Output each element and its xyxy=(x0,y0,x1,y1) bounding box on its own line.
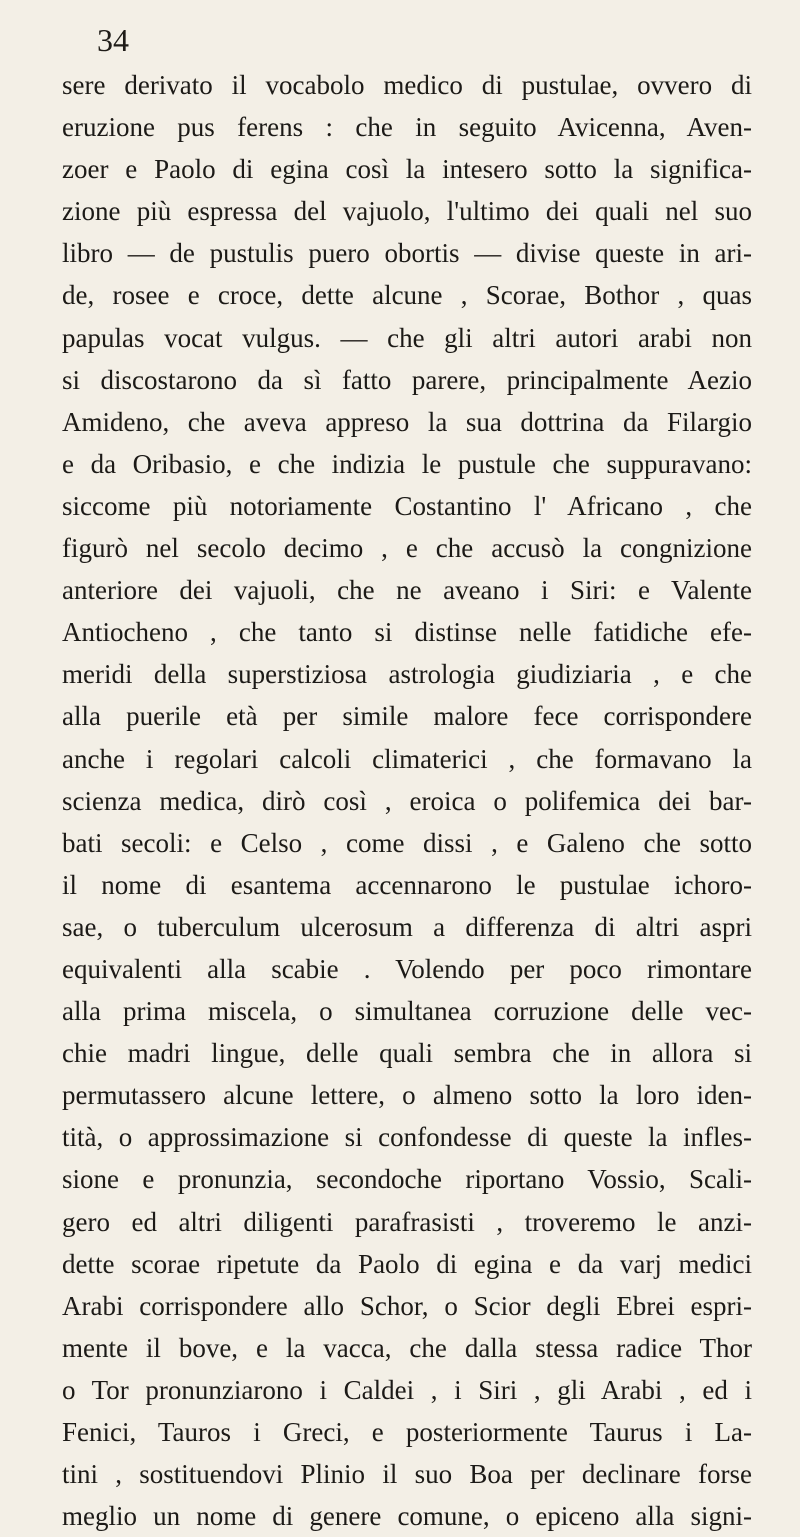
body-text xyxy=(62,64,752,1537)
text-line: bati secoli: e Celso , come dissi , e Galeno che sotto xyxy=(62,827,752,858)
text-line: figurò nel secolo decimo , e che accusò la congnizione xyxy=(62,533,752,564)
text-line: il nome di esantema accennarono le pustulae ichoro- xyxy=(62,869,752,900)
text-line: meglio un nome di genere comune, o epiceno alla signi- xyxy=(62,1501,752,1532)
text-line: anteriore dei vajuoli, che ne aveano i Siri: e Valente xyxy=(62,575,752,606)
text-line: zoer e Paolo di egina così la intesero sotto la significa- xyxy=(62,154,752,185)
text-line: Amideno, che aveva appreso la sua dottrina da Filargio xyxy=(62,406,752,437)
text-line: sione e pronunzia, secondoche riportano Vossio, Scali- xyxy=(62,1164,752,1195)
text-line: scienza medica, dirò così , eroica o polifemica dei bar- xyxy=(62,785,752,816)
text-line: dette scorae ripetute da Paolo di egina e da varj medici xyxy=(62,1248,752,1279)
text-line: sae, o tuberculum ulcerosum a differenza di altri aspri xyxy=(62,911,752,942)
text-line: de, rosee e croce, dette alcune , Scorae, Bothor , quas xyxy=(62,280,752,311)
text-line: libro — de pustulis puero obortis — divise queste in ari- xyxy=(62,238,752,269)
text-line: Fenici, Tauros i Greci, e posteriormente Taurus i La- xyxy=(62,1417,752,1447)
text-line: o Tor pronunziarono i Caldei , i Siri , gli Arabi , ed i xyxy=(62,1374,752,1405)
text-line: eruzione pus ferens : che in seguito Avicenna, Aven- xyxy=(62,112,752,143)
text-line: Antiocheno , che tanto si distinse nelle fatidiche efe- xyxy=(62,617,752,648)
text-line: anche i regolari calcoli climaterici , che formavano la xyxy=(62,743,752,774)
text-line: zione più espressa del vajuolo, l'ultimo dei quali nel suo xyxy=(62,196,752,227)
text-line: siccome più notoriamente Costantino l' Africano , che xyxy=(62,490,752,521)
text-line: si discostarono da sì fatto parere, principalmente Aezio xyxy=(62,364,752,395)
text-line: chie madri lingue, delle quali sembra che in allora si xyxy=(62,1038,752,1069)
text-line: papulas vocat vulgus. — che gli altri autori arabi non xyxy=(62,322,752,353)
text-line: mente il bove, e la vacca, che dalla stessa radice Thor xyxy=(62,1332,752,1363)
text-line: tità, o approssimazione si confondesse di queste la infles- xyxy=(62,1122,752,1153)
text-line: permutassero alcune lettere, o almeno sotto la loro iden- xyxy=(62,1080,752,1111)
text-line: e da Oribasio, e che indizia le pustule che suppuravano: xyxy=(62,448,752,479)
text-line: alla puerile età per simile malore fece corrispondere xyxy=(62,701,752,732)
page-number: 34 xyxy=(97,22,129,58)
text-line: alla prima miscela, o simultanea corruzione delle vec- xyxy=(62,996,752,1027)
text-line: tini , sostituendovi Plinio il suo Boa per declinare forse xyxy=(62,1459,752,1490)
text-line: meridi della superstiziosa astrologia giudiziaria , e che xyxy=(62,659,752,690)
text-line: Arabi corrispondere allo Schor, o Scior degli Ebrei espri- xyxy=(62,1290,752,1321)
text-line: equivalenti alla scabie . Volendo per poco rimontare xyxy=(62,953,752,984)
text-line: gero ed altri diligenti parafrasisti , troveremo le anzi- xyxy=(62,1206,752,1237)
text-line: sere derivato il vocabolo medico di pustulae, ovvero di xyxy=(62,70,752,100)
